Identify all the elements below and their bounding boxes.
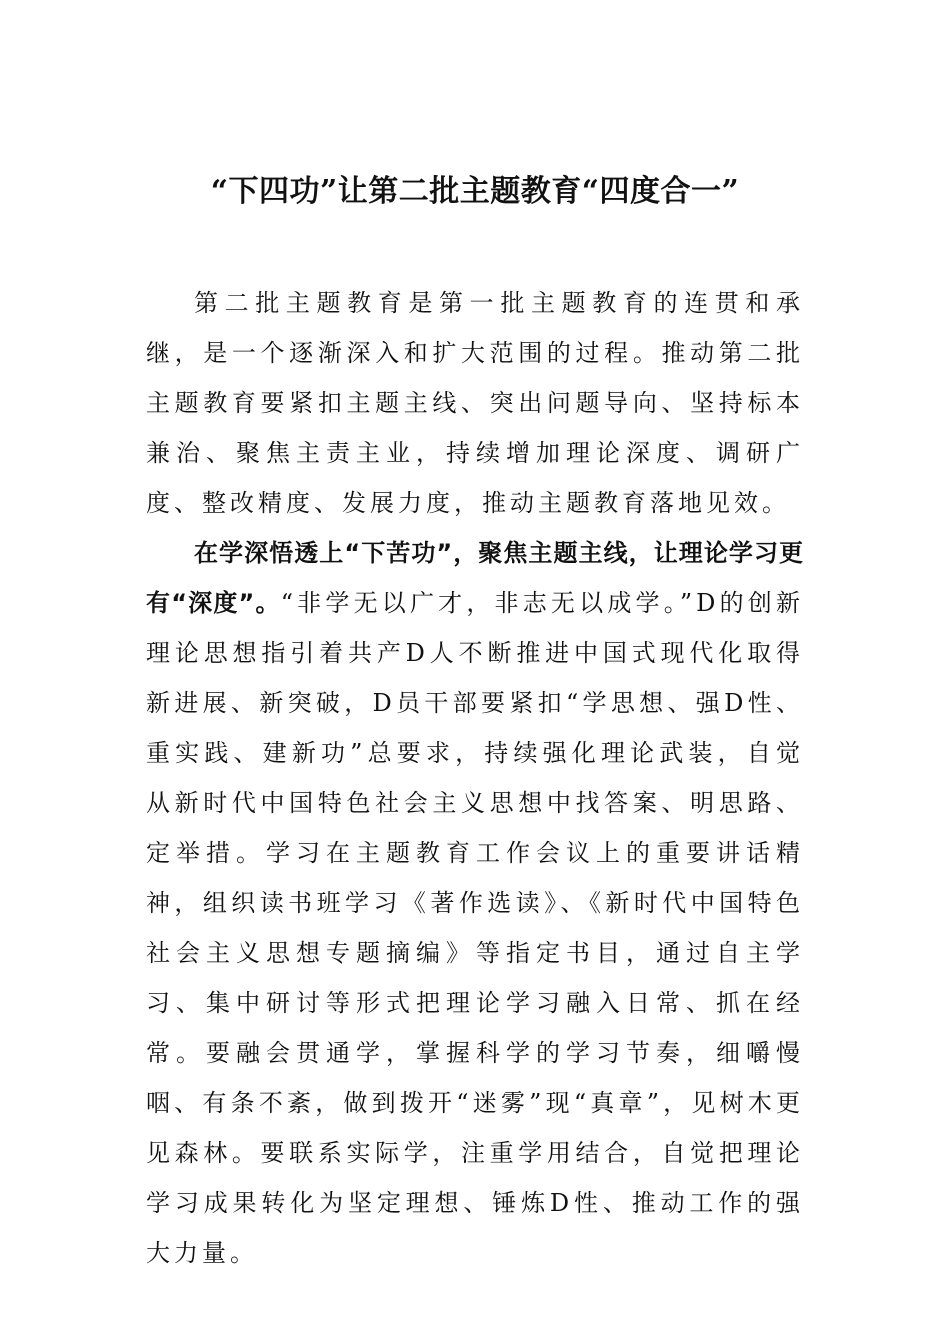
document-title: “下四功”让第二批主题教育“四度合一”	[210, 174, 740, 209]
paragraph-text: “非学无以广才，非志无以成学。”D的创新理论思想指引着共产D人不断推进中国式现代化取得新进展、新突破，D员干部要紧扣“学思想、强D性、重实践、建新功”总要求，持续强化理论武装，自觉从新时代中国特色社会主义思想中找答案、明思路、定举措。学习在主题教育工作会议上的重要讲话精神，组织读书班学习《著作选读》、《新时代中国特色社会主义思想专题摘编》等指定书目，通过自主学习、集中研讨等形式把理论学习融入日常、抓在经常。要融会贯通学，掌握科学的学习节奏，细嚼慢咽、有条不紊，做到拨开“迷雾”现“真章”，见树木更见森林。要联系实际学，注重学用结合，自觉把理论学习成果转化为坚定理想、锤炼D性、推动工作的强大力量。	[146, 589, 805, 1267]
paragraph-study	[146, 528, 804, 1278]
document-body	[146, 278, 804, 1278]
paragraph-text: 第二批主题教育是第一批主题教育的连贯和承继，是一个逐渐深入和扩大范围的过程。推动第二批主题教育要紧扣主题主线、突出问题导向、坚持标本兼治、聚焦主责主业，持续增加理论深度、调研广度、整改精度、发展力度，推动主题教育落地见效。	[146, 289, 804, 517]
paragraph-intro	[146, 278, 804, 528]
paragraph-lead: 在学深悟透上“下苦功”，聚焦主题主线，让理论学习更有“深度”。	[146, 539, 804, 617]
